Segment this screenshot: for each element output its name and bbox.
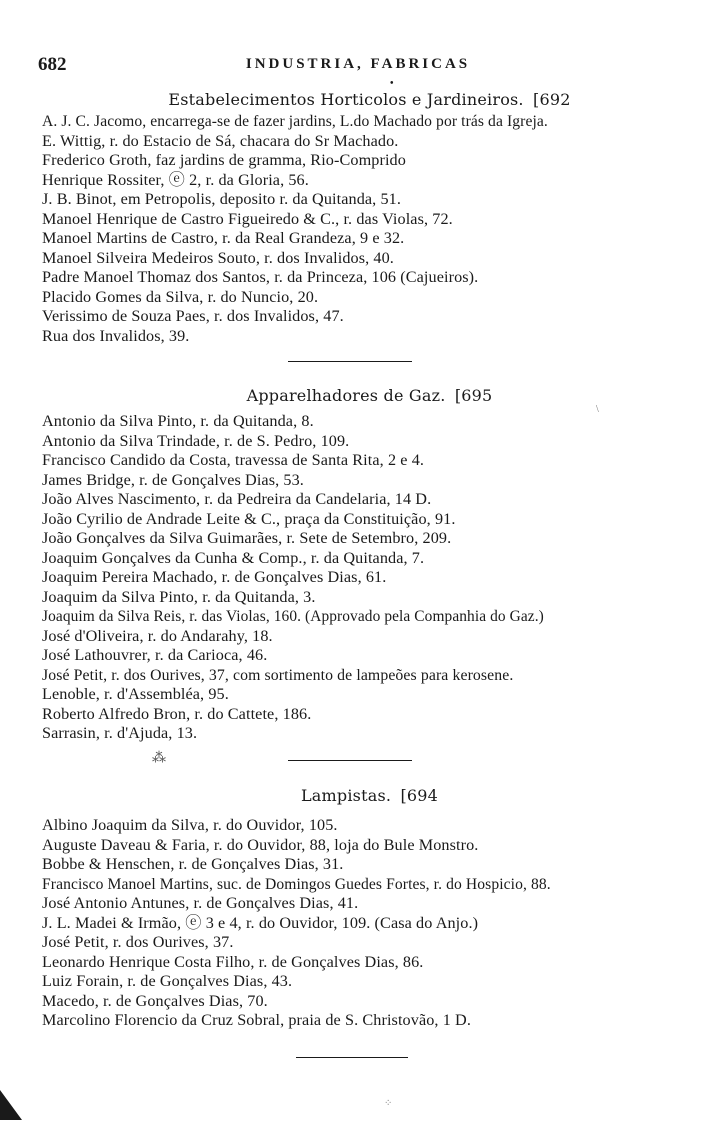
list-item: Joaquim da Silva Reis, r. das Violas, 160. (Approvado pela Companhia do Gaz.): [42, 608, 544, 625]
section-title-text: Lampistas.: [300, 786, 392, 805]
entry-list: [42, 412, 697, 744]
list-item: João Alves Nascimento, r. da Pedreira da Candelaria, 14 D.: [42, 490, 432, 508]
list-item: Antonio da Silva Trindade, r. de S. Pedro, 109.: [42, 431, 350, 450]
section-title-text: Apparelhadores de Gaz.: [246, 386, 446, 405]
section-title: [42, 786, 697, 806]
list-item: Macedo, r. de Gonçalves Dias, 70.: [42, 991, 268, 1010]
section-gas-fitters: [42, 386, 697, 744]
list-item: José Petit, r. dos Ourives, 37, com sortimento de lampeões para kerosene.: [42, 666, 514, 684]
section-horticulture: [42, 90, 697, 346]
list-item: Luiz Forain, r. de Gonçalves Dias, 43.: [42, 972, 293, 990]
section-code: [694: [400, 786, 439, 805]
list-item: Roberto Alfredo Bron, r. do Cattete, 186.: [42, 704, 312, 723]
section-title-text: Estabelecimentos Horticolos e Jardineiros.: [168, 90, 524, 109]
list-item: Francisco Candido da Costa, travessa de Santa Rita, 2 e 4.: [42, 451, 425, 469]
list-item: E. Wittig, r. do Estacio de Sá, chacara do Sr Machado.: [42, 131, 399, 150]
list-item: João Cyrilio de Andrade Leite & C., praça da Constituição, 91.: [42, 509, 456, 528]
list-item: Antonio da Silva Pinto, r. da Quitanda, 8.: [42, 412, 314, 430]
page-header: [38, 54, 678, 89]
section-code: [695: [454, 386, 493, 405]
list-item: José Antonio Antunes, r. de Gonçalves Dias, 41.: [42, 894, 359, 912]
list-item: Auguste Daveau & Faria, r. do Ouvidor, 88, loja do Bule Monstro.: [42, 835, 479, 854]
section-divider: [296, 1057, 408, 1058]
list-item: Sarrasin, r. d'Ajuda, 13.: [42, 724, 198, 742]
section-lamp-makers: [42, 786, 697, 1031]
section-code: [692: [533, 90, 571, 109]
stray-ink-mark: ⁂: [152, 751, 166, 766]
list-item: A. J. C. Jacomo, encarrega-se de fazer jardins, L.do Machado por trás da Igreja.: [42, 113, 548, 130]
list-item: Padre Manoel Thomaz dos Santos, r. da Princeza, 106 (Cajueiros).: [42, 268, 479, 286]
list-item: Placido Gomes da Silva, r. do Nuncio, 20.: [42, 287, 319, 306]
entry-list: [42, 816, 697, 1031]
list-item: Joaquim da Silva Pinto, r. da Quitanda, 3.: [42, 587, 316, 606]
list-item: Henrique Rossiter, ⓔ 2, r. da Gloria, 56.: [42, 170, 309, 189]
list-item: Francisco Manoel Martins, suc. de Domingos Guedes Fortes, r. do Hospicio, 88.: [42, 875, 551, 893]
list-item: Rua dos Invalidos, 39.: [42, 326, 190, 345]
list-item: Marcolino Florencio da Cruz Sobral, praia de S. Christovão, 1 D.: [42, 1011, 471, 1029]
list-item: Lenoble, r. d'Assembléa, 95.: [42, 685, 229, 703]
entry-list: [42, 112, 697, 346]
list-item: Manoel Silveira Medeiros Souto, r. dos Invalidos, 40.: [42, 248, 394, 267]
list-item: Joaquim Pereira Machado, r. de Gonçalves Dias, 61.: [42, 568, 387, 586]
paper-speck: ⁘: [384, 1098, 393, 1109]
list-item: Leonardo Henrique Costa Filho, r. de Gonçalves Dias, 86.: [42, 952, 424, 971]
list-item: Frederico Groth, faz jardins de gramma, Rio-Comprido: [42, 151, 406, 169]
list-item: Manoel Martins de Castro, r. da Real Grandeza, 9 e 32.: [42, 229, 405, 247]
list-item: Verissimo de Souza Paes, r. dos Invalidos, 47.: [42, 307, 344, 325]
list-item: José Petit, r. dos Ourives, 37.: [42, 933, 234, 951]
list-item: Albino Joaquim da Silva, r. do Ouvidor, 105.: [42, 816, 338, 834]
section-divider: [288, 361, 412, 362]
paper-speck: \: [596, 404, 599, 415]
list-item: J. L. Madei & Irmão, ⓔ 3 e 4, r. do Ouvidor, 109. (Casa do Anjo.): [42, 913, 479, 932]
page-number: 682: [38, 54, 67, 75]
section-divider: [288, 760, 412, 761]
list-item: Joaquim Gonçalves da Cunha & Comp., r. da Quitanda, 7.: [42, 548, 425, 567]
section-title: [42, 386, 697, 406]
running-title: INDUSTRIA, FABRICAS: [245, 56, 471, 72]
list-item: José d'Oliveira, r. do Andarahy, 18.: [42, 626, 273, 645]
page-corner-mark: [0, 1090, 22, 1120]
section-title: [42, 90, 697, 110]
list-item: James Bridge, r. de Gonçalves Dias, 53.: [42, 470, 304, 489]
list-item: Manoel Henrique de Castro Figueiredo & C., r. das Violas, 72.: [42, 209, 453, 228]
list-item: João Gonçalves da Silva Guimarães, r. Sete de Setembro, 209.: [42, 529, 452, 547]
list-item: Bobbe & Henschen, r. de Gonçalves Dias, 31.: [42, 855, 344, 873]
list-item: José Lathouvrer, r. da Carioca, 46.: [42, 646, 268, 664]
list-item: J. B. Binot, em Petropolis, deposito r. da Quitanda, 51.: [42, 190, 402, 208]
header-ornament-dot: •: [390, 78, 394, 89]
